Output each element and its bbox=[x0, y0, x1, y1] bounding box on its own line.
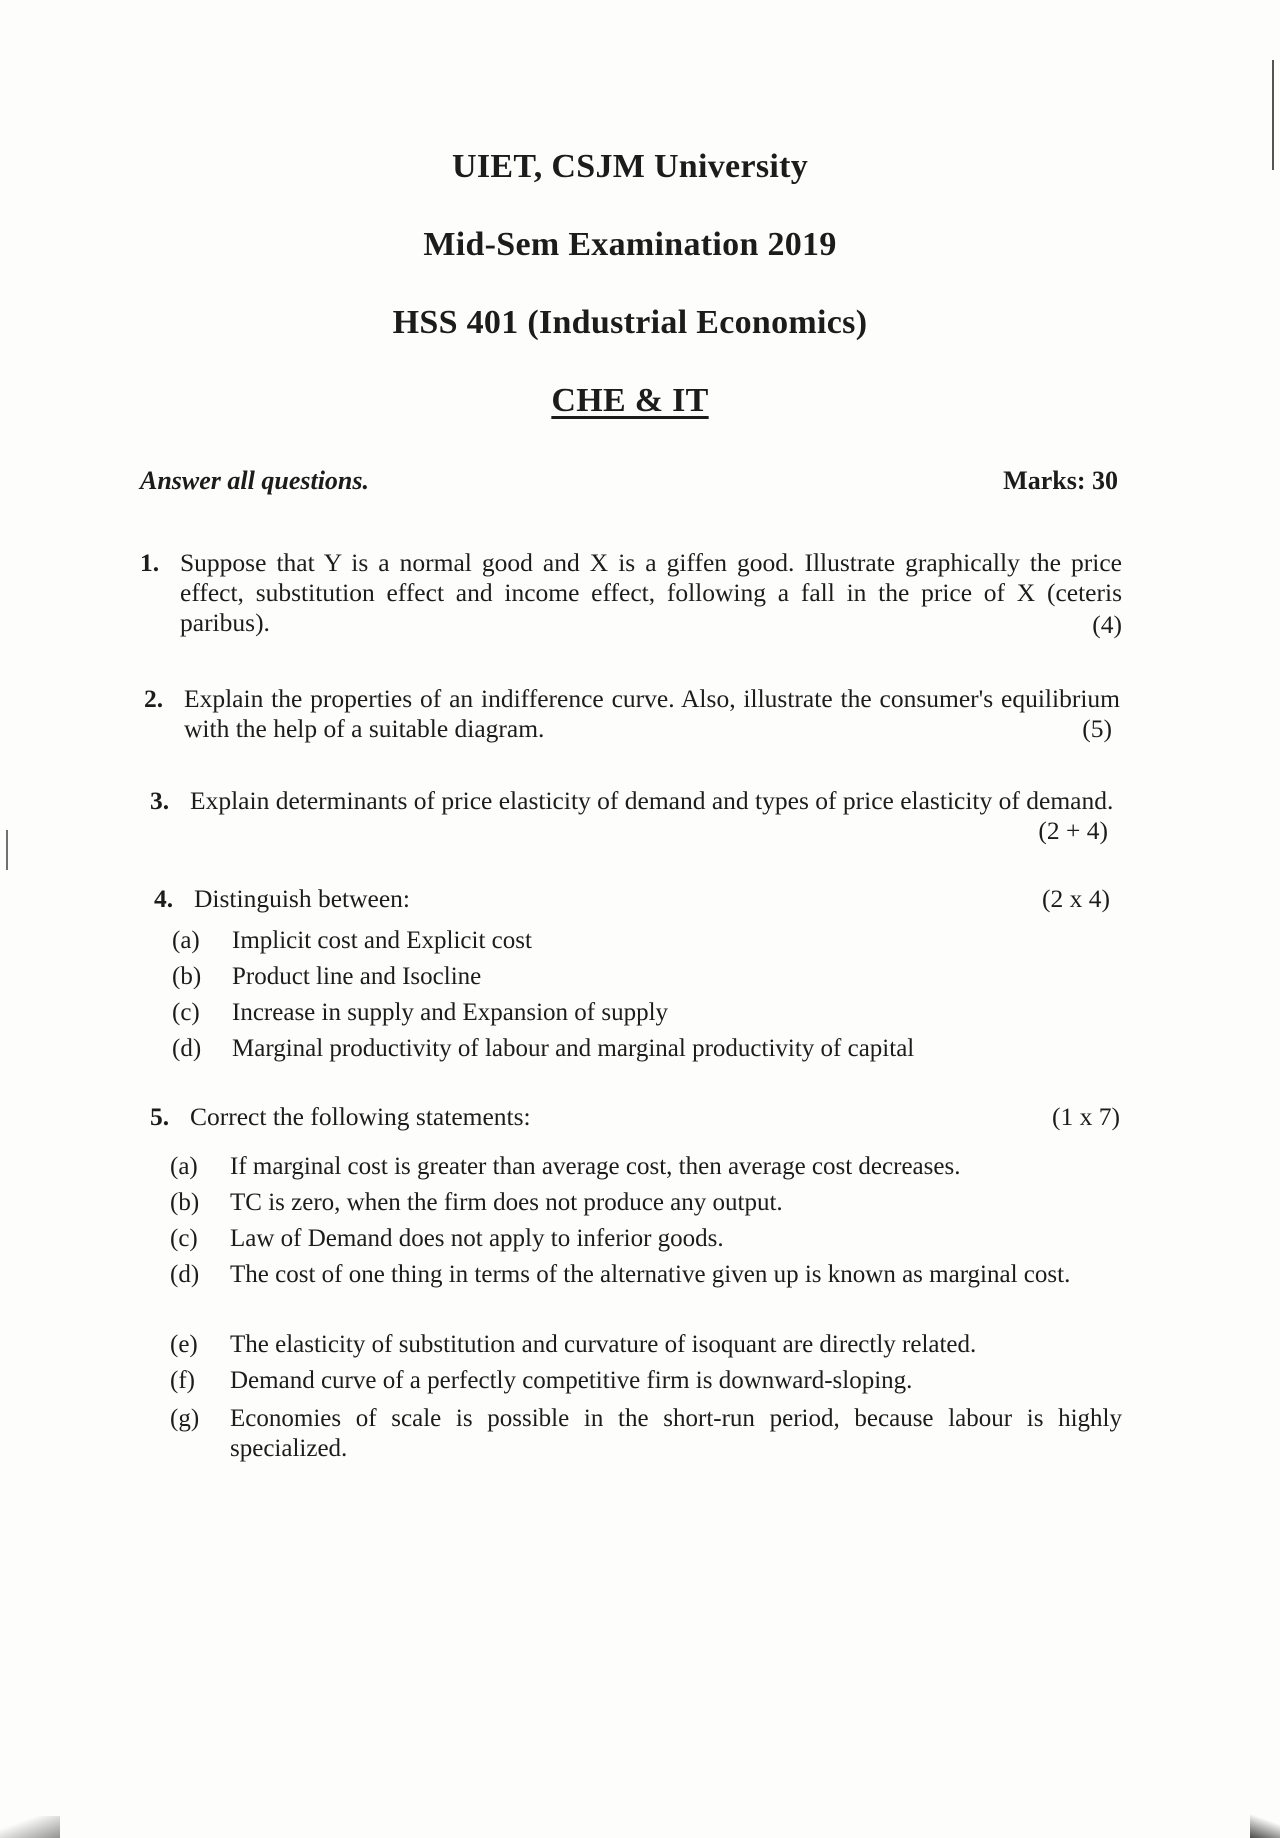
part-text: Demand curve of a perfectly competitive firm is downward-sloping. bbox=[230, 1367, 913, 1394]
question-text: Distinguish between: bbox=[194, 884, 411, 913]
question-marks: (2 + 4) bbox=[1038, 816, 1108, 845]
part-text: The elasticity of substitution and curvature of isoquant are directly related. bbox=[230, 1331, 977, 1358]
exam-title: Mid-Sem Examination 2019 bbox=[423, 226, 837, 263]
part-label: (b) bbox=[172, 963, 202, 990]
part-text: Increase in supply and Expansion of supply bbox=[232, 999, 669, 1026]
question-5-part-b bbox=[170, 1188, 1122, 1220]
part-label: (b) bbox=[170, 1189, 200, 1216]
question-3 bbox=[150, 786, 1116, 848]
question-5-part-d bbox=[170, 1260, 1122, 1322]
part-text: Implicit cost and Explicit cost bbox=[232, 927, 532, 954]
scan-corner-smudge bbox=[1250, 1808, 1280, 1838]
question-marks: (1 x 7) bbox=[1052, 1102, 1120, 1131]
question-number: 1. bbox=[140, 548, 160, 577]
question-4 bbox=[154, 884, 1110, 916]
part-text: Law of Demand does not apply to inferior goods. bbox=[230, 1225, 724, 1252]
question-2 bbox=[144, 684, 1120, 746]
question-marks: (2 x 4) bbox=[1042, 884, 1110, 913]
question-5-part-f bbox=[170, 1366, 1122, 1398]
question-5-part-g bbox=[170, 1404, 1122, 1466]
question-4-part-d bbox=[172, 1034, 1112, 1066]
part-text: TC is zero, when the firm does not produce any output. bbox=[230, 1189, 783, 1216]
institution-title: UIET, CSJM University bbox=[451, 148, 809, 185]
question-number: 4. bbox=[154, 884, 174, 913]
part-text: Marginal productivity of labour and marginal productivity of capital bbox=[232, 1035, 915, 1062]
part-label: (c) bbox=[172, 999, 200, 1026]
question-text: Explain determinants of price elasticity of demand and types of price elasticity of demand. bbox=[190, 786, 1114, 815]
branch-title: CHE & IT bbox=[551, 382, 709, 419]
question-text: Suppose that Y is a normal good and X is a giffen good. Illustrate graphically the price effect, substitution effect and income effect, following a fall in the price of X (ceteris paribus). bbox=[180, 548, 1122, 637]
part-label: (g) bbox=[170, 1405, 200, 1432]
question-5 bbox=[150, 1102, 1120, 1134]
question-number: 5. bbox=[150, 1102, 170, 1131]
question-text: Correct the following statements: bbox=[190, 1102, 531, 1131]
question-marks: (4) bbox=[1092, 610, 1122, 639]
total-marks: Marks: 30 bbox=[1003, 466, 1118, 495]
part-label: (e) bbox=[170, 1331, 198, 1358]
question-4-part-c bbox=[172, 998, 1112, 1030]
part-label: (f) bbox=[170, 1367, 195, 1394]
question-4-part-b bbox=[172, 962, 1112, 994]
part-label: (d) bbox=[170, 1261, 200, 1288]
part-text: The cost of one thing in terms of the alternative given up is known as marginal cost. bbox=[230, 1261, 1071, 1288]
part-text: Product line and Isocline bbox=[232, 963, 482, 990]
question-1 bbox=[140, 548, 1122, 640]
question-5-part-a bbox=[170, 1152, 1122, 1184]
question-marks: (5) bbox=[1082, 714, 1112, 743]
question-text: Explain the properties of an indifference curve. Also, illustrate the consumer's equilibrium with the help of a suitable diagram. bbox=[184, 684, 1120, 743]
scan-margin-mark bbox=[6, 830, 8, 870]
part-label: (c) bbox=[170, 1225, 198, 1252]
question-number: 2. bbox=[144, 684, 164, 713]
question-number: 3. bbox=[150, 786, 170, 815]
part-label: (a) bbox=[170, 1153, 198, 1180]
question-5-part-e bbox=[170, 1330, 1122, 1362]
question-4-part-a bbox=[172, 926, 1112, 958]
part-text: Economies of scale is possible in the short-run period, because labour is highly specialized. bbox=[230, 1405, 1122, 1462]
question-5-part-c bbox=[170, 1224, 1122, 1256]
part-label: (a) bbox=[172, 927, 200, 954]
scan-corner-smudge bbox=[0, 1816, 60, 1838]
course-title: HSS 401 (Industrial Economics) bbox=[392, 304, 868, 341]
part-text: If marginal cost is greater than average cost, then average cost decreases. bbox=[230, 1153, 961, 1180]
scan-edge-line bbox=[1272, 60, 1274, 170]
instructions-note: Answer all questions. bbox=[140, 466, 370, 495]
part-label: (d) bbox=[172, 1035, 202, 1062]
